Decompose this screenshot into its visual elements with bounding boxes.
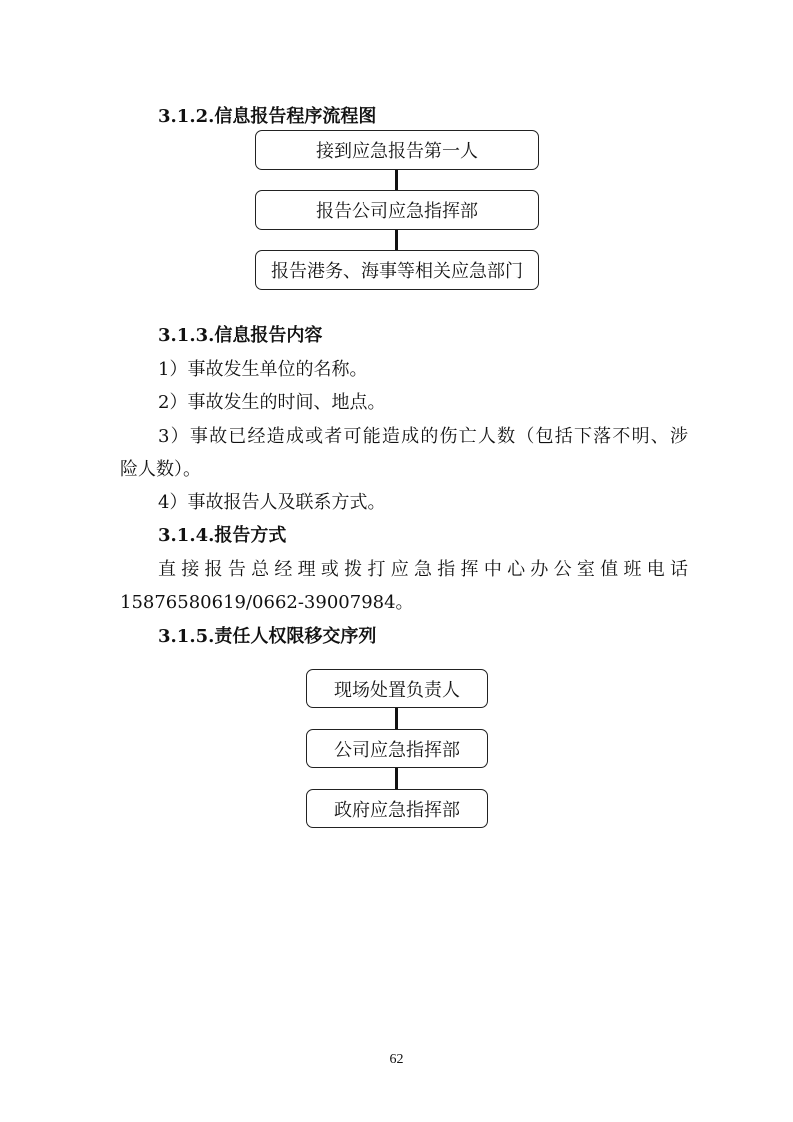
flow-step-1: 现场处置负责人 — [306, 669, 488, 708]
flow-step-3: 报告港务、海事等相关应急部门 — [255, 250, 539, 290]
flow-connector — [395, 768, 398, 789]
list-item: 1）事故发生单位的名称。 — [158, 359, 368, 380]
flow-step-3: 政府应急指挥部 — [306, 789, 488, 828]
heading-3-1-4: 3.1.4.报告方式 — [158, 525, 287, 546]
flow-step-2: 公司应急指挥部 — [306, 729, 488, 768]
list-item: 4）事故报告人及联系方式。 — [158, 492, 386, 513]
flow-connector — [395, 230, 398, 250]
list-item: 2）事故发生的时间、地点。 — [158, 392, 386, 413]
heading-3-1-5: 3.1.5.责任人权限移交序列 — [158, 626, 377, 647]
flow-connector — [395, 708, 398, 729]
heading-3-1-3: 3.1.3.信息报告内容 — [158, 325, 323, 346]
list-item-continuation: 险人数）。 — [120, 459, 201, 480]
list-item: 3）事故已经造成或者可能造成的伤亡人数（包括下落不明、涉 — [158, 426, 688, 447]
flow-step-1: 接到应急报告第一人 — [255, 130, 539, 170]
flow-step-2: 报告公司应急指挥部 — [255, 190, 539, 230]
page-number: 62 — [389, 1052, 404, 1067]
heading-3-1-2: 3.1.2.信息报告程序流程图 — [158, 106, 377, 127]
report-method-text: 直接报告总经理或拨打应急指挥中心办公室值班电话 — [158, 559, 688, 580]
flow-connector — [395, 170, 398, 190]
phone-numbers: 15876580619/0662-39007984。 — [120, 592, 414, 613]
